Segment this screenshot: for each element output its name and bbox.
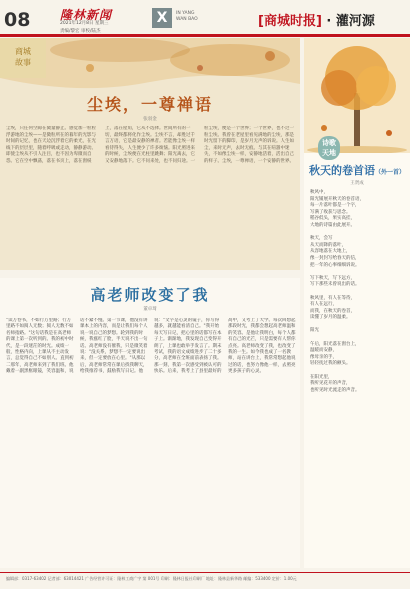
- section-letter: X: [152, 8, 172, 28]
- poem-title-note: （外一首）: [374, 169, 405, 176]
- article-teacher: [0, 278, 300, 568]
- poem-section-tag: 诗歌 天地: [318, 136, 340, 160]
- paper-logo: 隆林新闻: [60, 8, 113, 22]
- staff-line: 责编/黎宏 审校/陆杰: [60, 29, 101, 34]
- poem-author: 王贤成: [350, 181, 364, 186]
- page-number: 08: [4, 9, 31, 31]
- article-body: 尘埃，只任何空隙在微量静止。感觉加一粒粒浮游地的尘埃——是微粒所在的暮年的光影与时间的记忆，也在天边沉浮着它的柔光，在光线下的层层里，随着呼吸或走动，静静游动。即使尘埃从不引人注目，也不因为卑微而自怨。它在空中飘荡，落在书页上，落在窗棂上，落在屋角，它从不选择。世间所有的一切，最终都将化作尘埃。尘埃不言，却胜过千言万语，它是最安静的禅者。若能像尘埃一样看待得失，人生便少了许多烦恼。阳光照进来的时候，尘埃便在光柱里跳舞；阳光离去，它又安静地落下。它不问来处，也不问归途。一粒尘埃，便是一个世界；一个世界，也不过一粒尘埃。我曾在老屋里看见满地的尘埃，那是时光留下的脚印，是岁月无声的诉说。人生如尘，来时无声，去时无痕。与其在喧嚣中迷失，不如像尘埃一样，安静地活着，活出自己的样子。尘埃，一尊禅语，一个安静的世界。: [6, 126, 294, 164]
- article-author: 张羽金: [143, 117, 157, 122]
- article-title: 尘埃，一尊禅语: [86, 95, 213, 114]
- section-brand: [258, 10, 375, 29]
- section-letter-line-2: WAN BAO: [176, 17, 198, 22]
- section-tag-label: 商城 故事: [15, 47, 31, 67]
- page-footer: 编辑部：0317-63402 记者部：63014421 广告经营许可证：隆林工商广字 第 001号 印刷：隆林日报社印刷厂 地址：隆林县新华路 邮编：533400 定价：1.00元: [0, 572, 410, 589]
- brand-sub: · 灌河源: [326, 14, 375, 29]
- poem-title-text: 秋天的卷首语: [308, 164, 375, 177]
- article-title: 高老师改变了我: [90, 286, 210, 304]
- issue-date: 2021年12月8日 星期三: [60, 21, 109, 26]
- poem-title: [304, 162, 410, 178]
- brand-name: [商城时报]: [258, 14, 322, 29]
- article-body: "读万卷书，不如行万里路；行万里路不如阅人无数；阅人无数不如名师指路。"这句话我是在高老师的课上第一次听到的。我的初中时代，是一段迷茫的时光。成绩一般，性格内向，上课从不主动发言，总觉得自己不如别人。直到初二那年，高老师来到了我们班。他戴着一副黑框眼镜，笑容温和，说话不紧不慢。第一节课，他没有讲课本上的内容，而是让我们每个人说一说自己的梦想。轮到我的时候，我涨红了脸，半天说不出一句话。高老师没有催我，只是微笑着说："没关系，梦想不一定要说出来，但一定要放在心里。"从那以后，高老师常常在课后找我聊天，给我推荐书，鼓励我写日记。他说："文字是心灵的镜子，你写得越多，就越能看清自己。"我开始每天写日记，把心里的话都写在本子上。渐渐地，我发现自己变得开朗了，上课也敢举手发言了。期末考试，我的语文成绩进步了二十多分，高老师在全班面前表扬了我。那一刻，我第一次感受到被认可的快乐。后来，我考上了县里最好的高中，又考上了大学。每次回想起那段时光，我都会想起高老师温和的笑容。是他让我明白，每个人都有自己的光芒，只是需要有人帮你点亮。高老师改变了我，也改变了我的一生。如今我也成了一名教师，站在讲台上，我常常想起他说过的话，也努力像他一样，去照亮更多孩子的心灵。: [6, 318, 296, 375]
- poem-body: 秋风中， 阳光铺展开秋天的卷首语， 每一片落叶都是一个字， 写满了收获与思念。 稻谷低头，果实高挂， 大地的诗篇由此展开。 秋天，会写 从天而降的落叶， 从容地落在大地上， 像一封封写给春天的信， 把一年的心事细细诉说。 写下秋天，写下远方， 写下那些未曾说出的话。 秋风里，有人在等待， 有人在远行， 而我，在秋天的卷首， 读懂了岁月的温柔。 阳光 午后，阳光落在窗台上， 温暖而安静， 像母亲的手， 轻轻抚过我的额头。 在阳光里， 我听见花开的声音， 也听见时光流走的声音。: [310, 190, 364, 393]
- article-author: 董卓琦: [143, 307, 157, 312]
- poem-column: [304, 38, 410, 568]
- article-dust-zen: [0, 38, 300, 270]
- section-letter-text: [176, 11, 198, 23]
- autumn-tree-illustration: [304, 38, 410, 153]
- masthead-rule: [0, 34, 410, 37]
- section-tag: [0, 38, 46, 78]
- section-letter-line-1: IN YANG: [176, 11, 195, 16]
